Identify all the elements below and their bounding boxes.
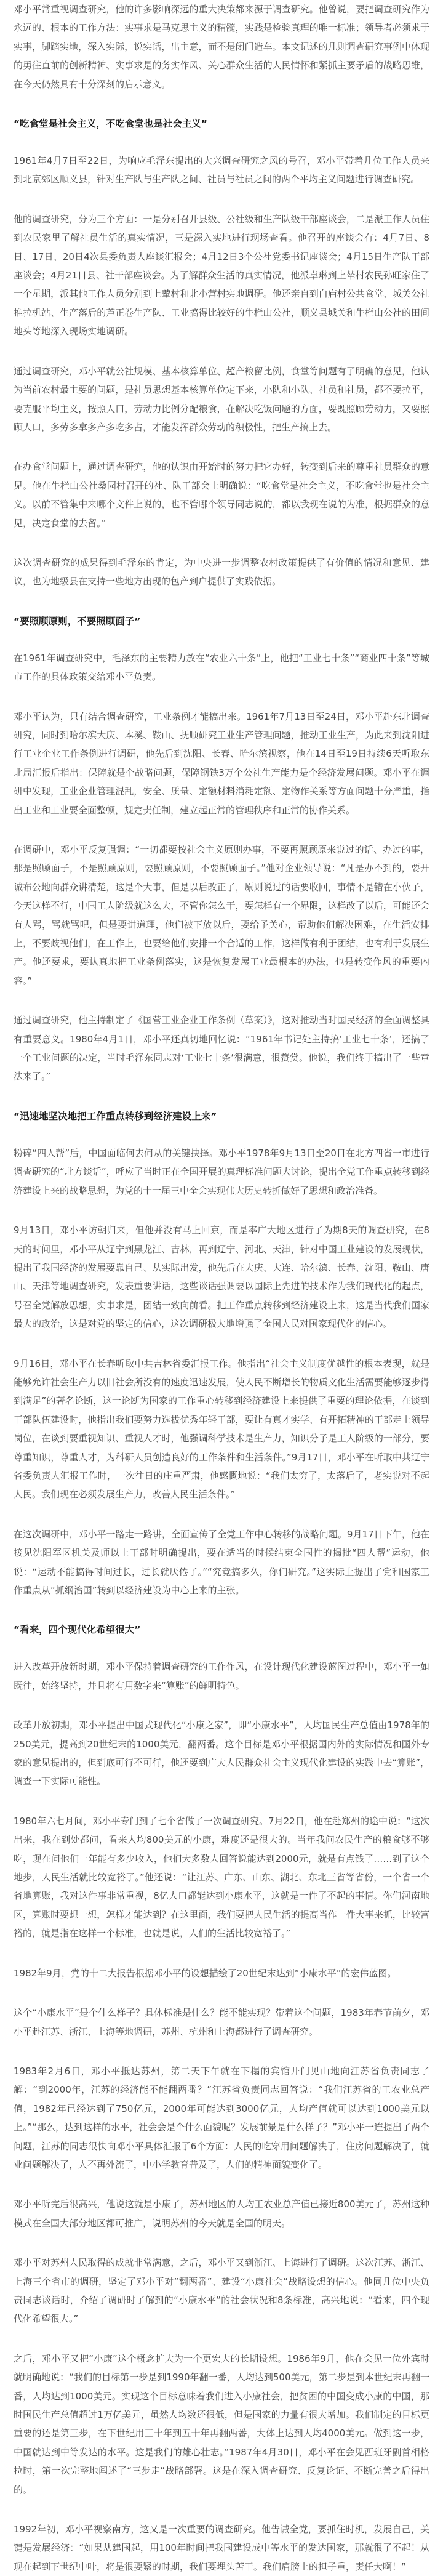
section-heading: “要照顾原则，不要照顾面子” [14,615,141,627]
paragraph: 1980年六七月间，邓小平专门到了七个省做了一次调查研究。7月22日，他在赴郑州的途中说：“这次出来，我在到处都问，看来人均800美元的小康，难度还是很大的。当年我问农民生产的粮食够不够吃，现在问他们一年能有多少收入，他们大多数人回答说能达到2000元，就是有点钱了……到了这个地步，人民生活就比较宽裕了。”他还说：“让江苏、广东、山东、湖北、东北三省等省份，一个省一个省地算账，我对这件事非常重视，8亿人口都能达到小康水平，这就是一件了不起的事情。你们河南地区，算账时要想一想，怎样才能达到？在这里面，我们要把人民生活的提高当作一件大事来抓，比较富裕的，就是指在这样一个标准，也就是说，人们的生活比较宽裕了。” [14,1815,429,1939]
section-heading: “吃食堂是社会主义，不吃食堂也是社会主义” [14,118,207,130]
paragraph: 1961年4月7日至22日，为响应毛泽东提出的大兴调查研究之风的号召，邓小平带着几位工作人员来到北京郊区顺义县，针对生产队与生产队之间、社员与社员之间的两个平均主义问题进行调查研究。 [14,155,429,185]
paragraph: 改革开放初期，邓小平提出中国式现代化“小康之家”，即“小康水平”，人均国民生产总值由1978年的250美元，提高到20世纪末的1000美元，翻两番。这个目标是邓小平根据国内外的实际情况和国外专家的意见提出的，但到底可行不可行，他还要到广大人民群众社会主义现代化建设的实践中去“算账”，调查一下实际可能性。 [14,1720,429,1787]
paragraph: 邓小平听完后很高兴，他说这就是小康了，苏州地区的人均工农业总产值已接近800美元了，苏州这种模式在全国大部分地区都可推广，说明苏州的今天就是全国的明天。 [14,2199,429,2229]
paragraph: 1982年9月，党的十二大报告根据邓小平的设想描绘了20世纪末达到“小康水平”的宏伟蓝图。 [14,1967,397,1979]
section-heading: “迅速地坚决地把工作重点转移到经济建设上来” [14,1110,217,1122]
paragraph: 粉碎“四人帮”后，中国面临何去何从的关键抉择。邓小平1978年9月13日至20日在北方四省一市进行调查研究的“北方谈话”，呼应了当时正在全国开展的真理标准问题大讨论，提出全党工作重点转移到经济建设上来的战略思想，为党的十一届三中全会实现伟大历史转折做好了思想和政治准备。 [14,1147,429,1196]
paragraph: 通过调查研究，他主持制定了《国营工业企业工作条例（草案）》，这对推动当时国民经济的全面调整具有重要意义。1980年4月1日，邓小平还真切地回忆说：“1961年书记处主持搞‘工业七十条’，还搞了一个工业问题的决定，当时毛泽东同志对‘工业七十条’很满意，很赞赏。他说，我们终于搞出了一些章法来了。” [14,1015,429,1082]
paragraph: 1992年初，邓小平视察南方，这又是一次重要的调查研究。他告诫全党，要抓住时机，发展自己，关键是发展经济：“如果从建国起，用100年时间把我国建设成中等水平的发达国家，那就很了不起！从现在起到下世纪中叶，将是很要紧的时期，我们要埋头苦干。我们肩膀上的担子重，责任大啊！” [14,2524,429,2572]
paragraph: 这个“小康水平”是个什么样子？具体标准是什么？能不能实现？带着这个问题，1983年春节前夕，邓小平赴江苏、浙江、上海等地调研，苏州、杭州和上海都进行了调查研究。 [14,2007,429,2037]
paragraph: 邓小平对苏州人民取得的成就非常满意，之后，邓小平又到浙江、上海进行了调研。这次江苏、浙江、上海三个省市的调研，坚定了邓小平对“翻两番”、建设“小康社会”战略设想的信心。他同几位中央负责同志谈话时，介绍了调研时了解到的“小康水平”的社会状况和8条标准，高兴地说：“看来，四个现代化希望很大。” [14,2257,429,2325]
paragraph: 之后，邓小平又把“小康”这个概念扩大为一个更宏大的长期设想。1986年9月，他在会见一位外宾时就明确地说：“我们的目标第一步是到1990年翻一番，人均达到500美元，第二步是到本世纪末再翻一番，人均达到1000美元。实现这个目标意味着我们进入小康社会，把贫困的中国变成小康的中国，那时国民生产总值超过1万亿美元，虽然人均数还很低，但是国家的力量有很大增加。我们制定的目标更重要的还是第三步，在下世纪用三十年到五十年再翻两番，大体上达到人均4000美元。做到这一步，中国就达到中等发达的水平。这是我们的雄心壮志。”1987年4月30日，邓小平在会见西班牙副首相格拉时，第一次完整地阐述了“三步走”战略部署。这是在深入调查研究、反复论证、不断完善之后得出的。 [14,2353,429,2495]
paragraph: 进入改革开放新时期，邓小平保持着调查研究的工作作风，在设计现代化建设蓝图过程中，邓小平一如既往，始终坚持，并且将有用数字来“算账”的鲜明特色。 [14,1661,429,1691]
section-heading: “看来，四个现代化希望很大” [14,1624,141,1636]
intro-paragraph: 邓小平常重视调查研究，他的许多影响深远的重大决策都来源于调查研究。他曾说，要把调查研究作为永远的、根本的工作方法：实事求是马克思主义的精髓，实践是检验真理的唯一标准；领导者必须求于实事，脚踏实地，深入实际，说实话，出主意，而不是闭门造车。本文记述的几则调查研究事例中体现的勇往直前的创新精神、实事求是的务实作风、关心群众生活的人民情怀和紧抓主要矛盾的战略思维，在今天仍然具有十分深刻的启示意义。 [14,4,429,90]
paragraph: 邓小平认为，只有结合调查研究，工业条例才能搞出来。1961年7月13日至24日，邓小平赴东北调查研究，同时到哈尔滨大庆、本溪、鞍山、抚顺研究工业生产管理问题，推动工业生产，为此来到沈阳进行工业企业工作条例进行调研，他先后到沈阳、长春、哈尔滨视察，他在14日至19日持续6天听取东北局汇报后指出：保障就是个战略问题，保障钢铁3万个公社生产能力是个经济发展问题。邓小平在调研中发现，工业企业管理混乱，安全、质量、定额材料消耗定额、定物作关系等方面问题十分严重，指出工业和工业要全面整顿，规定责任制，建立起正常的管理秩序和正常的协作关系。 [14,710,429,816]
paragraph: 9月16日，邓小平在长春听取中共吉林省委汇报工作。他指出“社会主义制度优越性的根本表现，就是能够允许社会生产力以旧社会所没有的速度迅速发展，使人民不断增长的物质文化生活需要能够逐步得到满足”的著名论断，这一论断为国家的工作重心转移到经济建设上来提供了重要的理论依据，在谈到干部队伍建设时，他指出我们要努力选拔优秀年轻干部，要让有真才实学、有开拓精神的干部走上领导岗位，在谈到要重视知识、重视人才时，他强调科学技术是生产力，知识分子是工人阶级的一部分，要尊重知识，尊重人才，为科研人员创造良好的工作条件和生活条件。”9月17日，邓小平在听取中共辽宁省委负责人汇报工作时，一次往日的庄重严肃，他感慨地说：“我们太穷了，太落后了，老实说对不起人民。我们现在必须发展生产力，改善人民生活条件。” [14,1358,429,1500]
paragraph: 1983年2月6日，邓小平抵达苏州，第二天下午就在下榻的宾馆开门见山地向江苏省负责同志了解：“到2000年，江苏的经济能不能翻两番？”江苏省负责同志回答说：“我们江苏省的工农业总产值，1982年已经达到了750亿元，2000年可能达到3000亿元，人均产值就可以达到1000美元以上。”“那么，达到这样的水平，社会会是个什么面貌呢？发展前景是什么样子？”邓小平一连提出了两个问题，江苏的同志很快向邓小平具体汇报了6个方面：人民的吃穿用问题解决了，住房问题解决了，就业问题解决了，人不再外流了，中小学教育普及了，人们的精神面貌变化了。 [14,2065,429,2170]
paragraph: 通过调查研究，邓小平就公社规模、基本核算单位、超产粮留比例，食堂等问题有了明确的意见，他认为当前农村最主要的问题，是社员思想基本核算单位定下来，小队和小队、社员和社员，都不要拉平，要克服平均主义，按照人口，劳动力比例分配粮食，在解决吃饭问题的方面，要既照顾劳动力，又要照顾人口，多劳多拿多产多吃多占，才能发挥群众劳动的积极性，把生产搞上去。 [14,365,429,433]
paragraph: 在1961年调查研究中，毛泽东的主要精力放在“农业六十条”上，他把“工业七十条”“商业四十条”等城市工作的具体政策交给邓小平负责。 [14,652,429,683]
paragraph: 他的调查研究，分为三个方面：一是分别召开县级、公社级和生产队级干部座谈会，二是派工作人员住到农民家里了解社员生活的真实情况，三是深入实地进行现场查看。他召开的座谈会有：4月7日、8日、17日、20日4次县委负责人座谈汇报会；4月12日3个公社党委书记座谈会；4月15日生产队干部座谈会；4月21日县、社干部座谈会。为了解群众生活的真实情况，他派卓琳到上辇村农民孙旺家住了一个星期，派其他工作人员分别到上辇村和北小营村实地调研。他还亲自到白庙村公共食堂、城关公社推拉机站、生产落后的芦正卷生产队、工业搞得比较好的牛栏山公社，顺义县城关和牛栏山公社的田间地头等地深入现场实地调研。 [14,213,429,337]
article-body [14,0,429,2576]
paragraph: 9月13日，邓小平访朝归来，但他并没有马上回京，而是率广大地区进行了为期8天的调查研究，在8天的时间里，邓小平从辽宁到黑龙江、吉林，再到辽宁、河北、天津，针对中国工业建设的发展现状，提出了我国经济的发展要靠自己、从实际出发，他先后在大庆、大连、哈尔滨、长春、沈阳、鞍山、唐山、天津等地调查研究，发表重要讲话，这些谈话强调要以国际上先进的技术作为我们现代化的起点，号召全党解放思想，实事求是，团结一致向前看。把工作重点转移到经济建设上来，这是当代我们国家最大的政治，这是对党的坚定的信心，这次调研极大地增强了全国人民对国家现代化的信心。 [14,1225,429,1330]
paragraph: 在这次调研中，邓小平一路走一路讲，全面宣传了全党工作中心转移的战略问题。9月17日下午，他在接见沈阳军区机关及师以上干部时明确提出，要在适当的时候结束全国性的揭批“四人帮”运动，他说：“运动不能搞得时间过长，过长就厌倦了。”“究竟搞多久，你们研究。”这实际上提出了党和国家工作重点从“抓纲治国”转到以经济建设为中心上来的主张。 [14,1528,429,1596]
paragraph: 这次调查研究的成果得到毛泽东的肯定，为中央进一步调整农村政策提供了有价值的情况和意见、建议，也为地级县在支持一些地方出现的包产到户提供了实践依据。 [14,557,429,587]
paragraph: 在调研中，邓小平反复强调：“一切都要按社会主义原则办事，不要再照顾原来说过的话、办过的事，那是照顾面子，不是照顾原则，要照顾原则，不要照顾面子。”他对企业领导说：“凡是办不到的，要开诚布公地向群众讲清楚，这是个大事，但是以后改正了，原则说过的话要收回，事情不是错在小伙子，今天这样不行，中国工人阶级就这么大，不管你怎么干，要怎样有一个界限，这样改了以后，可能还会有人骂，骂就骂吧，但是要讲道理，他们被下放以后，要给予关心，帮助他们解决困难，在生活安排上，不要歧视他们，在工作上，也要给他们安排一个合适的工作，这样做有利于团结，也有利于发展生产。他还要求，要认真地把工业条例落实，这是恢复发展工业最根本的办法，也是转变作风的重要内容。” [14,844,429,986]
paragraph: 在办食堂问题上，通过调查研究，他的认识由开始时的努力把它办好，转变到后来的尊重社员群众的意见。他在牛栏山公社桑园村召开的社、队干部会上明确说：“吃食堂是社会主义，不吃食堂也是社会主义。以前不管集中来哪个文件上说的，也不管哪个领导同志说的，都以我现在说的为准，根据群众的意见，决定食堂的去留。” [14,461,429,529]
